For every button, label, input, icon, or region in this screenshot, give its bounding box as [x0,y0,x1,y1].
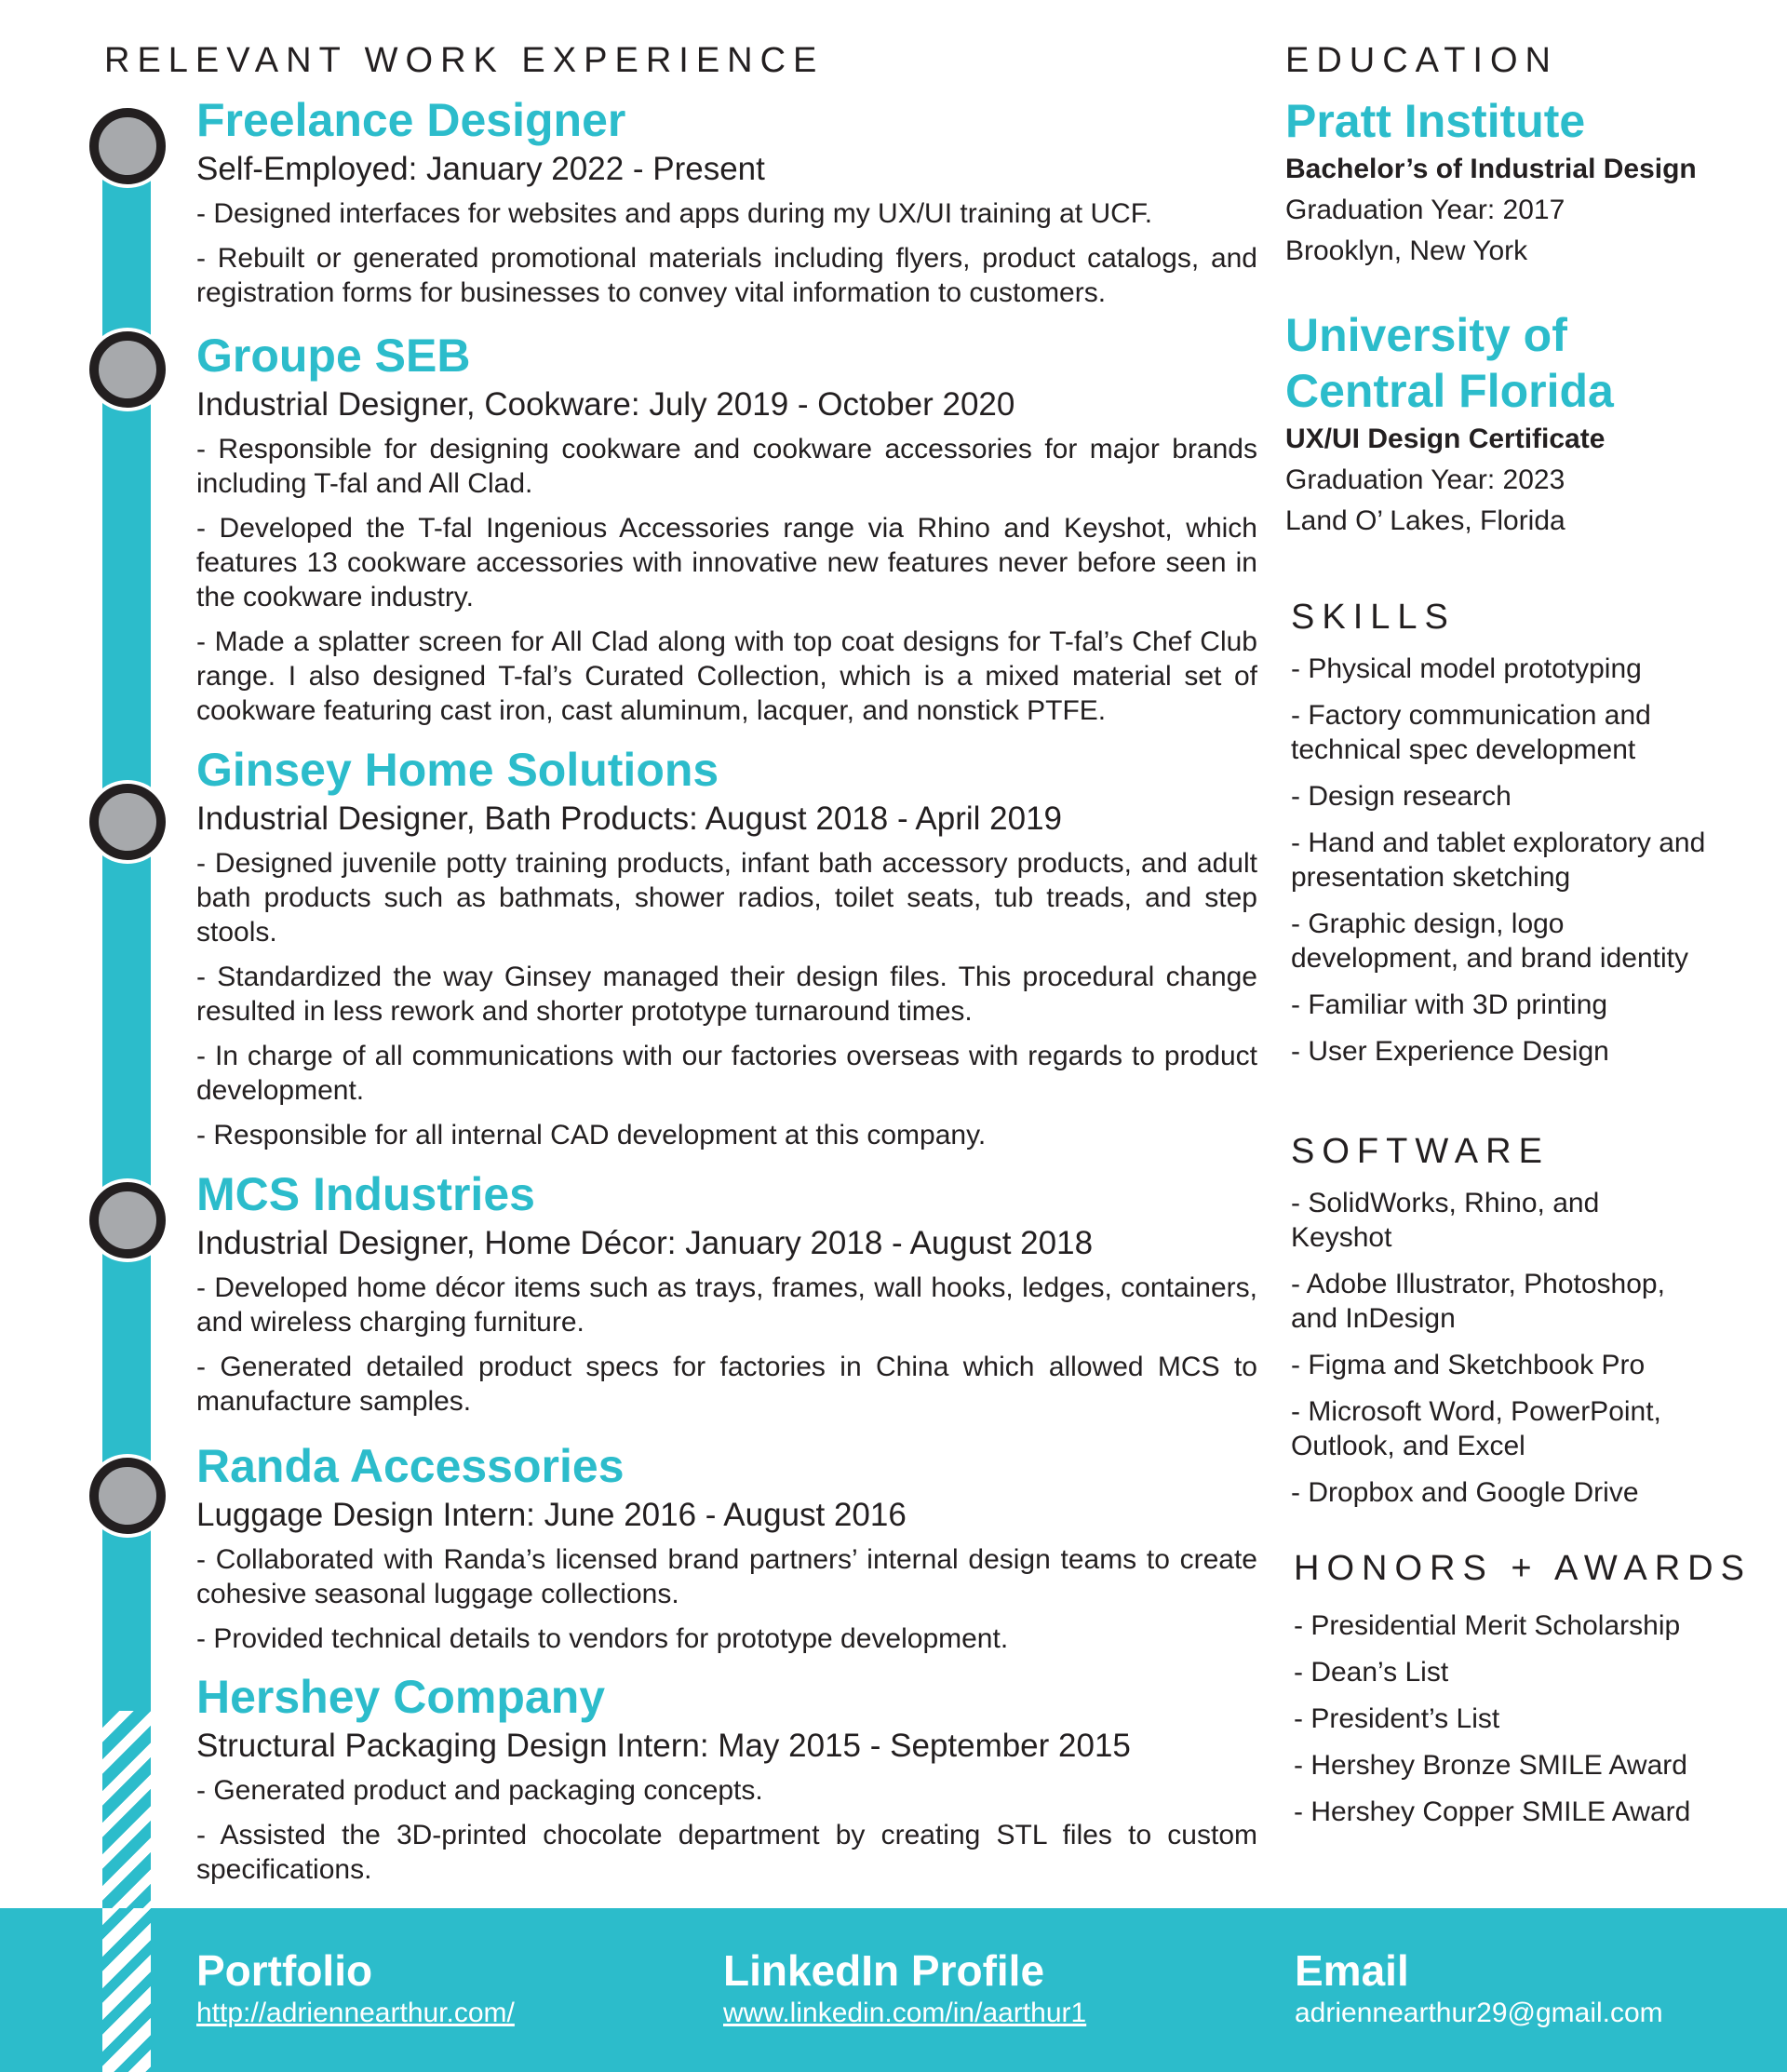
skill-item: - Factory communication and technical spec development [1291,700,1651,765]
timeline-marker [89,108,166,184]
job-subtitle: Industrial Designer, Home Décor: January 2018 - August 2018 [196,1225,1094,1261]
portfolio-link[interactable]: http://adriennearthur.com/ [196,1998,515,2028]
skill-item: - Familiar with 3D printing [1291,989,1608,1020]
honor-item: - Dean’s List [1294,1657,1449,1688]
school-name: University of Central Florida [1285,309,1614,417]
school-entry [1285,93,1769,272]
school-year: Graduation Year: 2017 [1285,195,1565,225]
job-title: Hershey Company [196,1671,606,1723]
job-bullet: - Designed juvenile potty training products, infant bath accessory products, and adult bath products such as bathmats, shower radios, toilet seats, tub treads, and step stools. [196,848,1257,948]
job-title: Ginsey Home Solutions [196,744,719,796]
job-entry [196,94,1257,320]
honor-item: - Hershey Copper SMILE Award [1294,1796,1691,1827]
software-item: - Microsoft Word, PowerPoint, Outlook, and Excel [1291,1396,1661,1461]
job-title: MCS Industries [196,1168,535,1220]
timeline-marker [89,331,166,408]
job-bullet: - Developed home décor items such as trays, frames, wall hooks, ledges, containers, and wireless charging furniture. [196,1272,1257,1338]
education-heading: EDUCATION [1285,41,1558,80]
honors-list [1294,1608,1740,1841]
job-subtitle: Structural Packaging Design Intern: May 2015 - September 2015 [196,1728,1131,1764]
job-bullet: - Designed interfaces for websites and apps during my UX/UI training at UCF. [196,198,1153,229]
job-title: Freelance Designer [196,94,626,146]
timeline-marker [89,784,166,860]
skills-heading: SKILLS [1291,598,1456,637]
honor-item: - Hershey Bronze SMILE Award [1294,1750,1687,1781]
school-year: Graduation Year: 2023 [1285,464,1565,495]
school-degree: Bachelor’s of Industrial Design [1285,154,1697,184]
job-bullet: - Collaborated with Randa’s licensed brand partners’ internal design teams to create cohesive seasonal luggage collections. [196,1544,1257,1609]
honor-item: - President’s List [1294,1703,1500,1734]
email-block [1295,1945,1663,2029]
job-entry [196,1168,1257,1429]
job-bullet: - Developed the T-fal Ingenious Accessories range via Rhino and Keyshot, which features 13 cookware accessories with innovative new features never before seen in the cookware industry. [196,513,1257,612]
linkedin-link[interactable]: www.linkedin.com/in/aarthur1 [723,1998,1087,2028]
software-list [1291,1186,1700,1522]
school-name: Pratt Institute [1285,95,1586,147]
job-bullet: - Generated product and packaging concepts. [196,1775,763,1806]
school-degree: UX/UI Design Certificate [1285,424,1606,454]
job-bullet: - Standardized the way Ginsey managed their design files. This procedural change resulted in less rework and shorter prototype turnaround times. [196,962,1257,1027]
job-entry [196,332,1257,738]
portfolio-block [196,1945,515,2029]
job-bullet: - Responsible for all internal CAD development at this company. [196,1120,987,1150]
job-title: Randa Accessories [196,1440,625,1492]
software-heading: SOFTWARE [1291,1132,1550,1171]
software-item: - Figma and Sketchbook Pro [1291,1350,1646,1380]
experience-heading: RELEVANT WORK EXPERIENCE [104,41,825,80]
job-entry [196,1440,1257,1666]
job-bullet: - Provided technical details to vendors for prototype development. [196,1623,1009,1654]
software-item: - SolidWorks, Rhino, and Keyshot [1291,1188,1600,1253]
skill-item: - User Experience Design [1291,1036,1609,1067]
email-label: Email [1295,1946,1409,1995]
timeline-marker [89,1458,166,1534]
skill-item: - Physical model prototyping [1291,653,1642,684]
skill-item: - Design research [1291,781,1512,812]
job-bullet: - Made a splatter screen for All Clad along with top coat designs for T-fal’s Chef Club range. I also designed T-fal’s Curated Collection, which is a mixed material set of cookware featuring cast iron, cast aluminum, lacquer, and nonstick PTFE. [196,626,1257,726]
skill-item: - Graphic design, logo development, and brand identity [1291,908,1688,974]
school-location: Brooklyn, New York [1285,235,1528,266]
footer-stripes [102,1908,151,2072]
job-bullet: - Responsible for designing cookware and cookware accessories for major brands including T-fal and All Clad. [196,434,1257,499]
honor-item: - Presidential Merit Scholarship [1294,1610,1681,1641]
software-item: - Dropbox and Google Drive [1291,1477,1639,1508]
job-subtitle: Self-Employed: January 2022 - Present [196,151,765,187]
email-address[interactable]: adriennearthur29@gmail.com [1295,1998,1663,2028]
job-entry [196,1671,1257,1897]
job-title: Groupe SEB [196,330,471,382]
linkedin-block [723,1945,1086,2029]
job-entry [196,744,1257,1163]
job-bullet: - In charge of all communications with our factories overseas with regards to product development. [196,1041,1257,1106]
job-bullet: - Rebuilt or generated promotional materials including flyers, product catalogs, and registration forms for businesses to convey vital information to customers. [196,243,1257,308]
job-bullet: - Generated detailed product specs for factories in China which allowed MCS to manufacture samples. [196,1352,1257,1417]
software-item: - Adobe Illustrator, Photoshop, and InDesign [1291,1269,1665,1334]
skills-list [1291,652,1728,1081]
school-entry [1285,307,1639,542]
job-subtitle: Industrial Designer, Bath Products: August 2018 - April 2019 [196,801,1063,837]
school-location: Land O’ Lakes, Florida [1285,505,1565,536]
job-subtitle: Industrial Designer, Cookware: July 2019 - October 2020 [196,386,1015,423]
honors-heading: HONORS + AWARDS [1294,1549,1752,1588]
linkedin-label: LinkedIn Profile [723,1946,1045,1995]
skill-item: - Hand and tablet exploratory and presentation sketching [1291,827,1706,893]
job-subtitle: Luggage Design Intern: June 2016 - August 2016 [196,1497,907,1533]
job-bullet: - Assisted the 3D-printed chocolate department by creating STL files to custom specifications. [196,1820,1257,1885]
portfolio-label: Portfolio [196,1946,373,1995]
timeline-marker [89,1182,166,1258]
